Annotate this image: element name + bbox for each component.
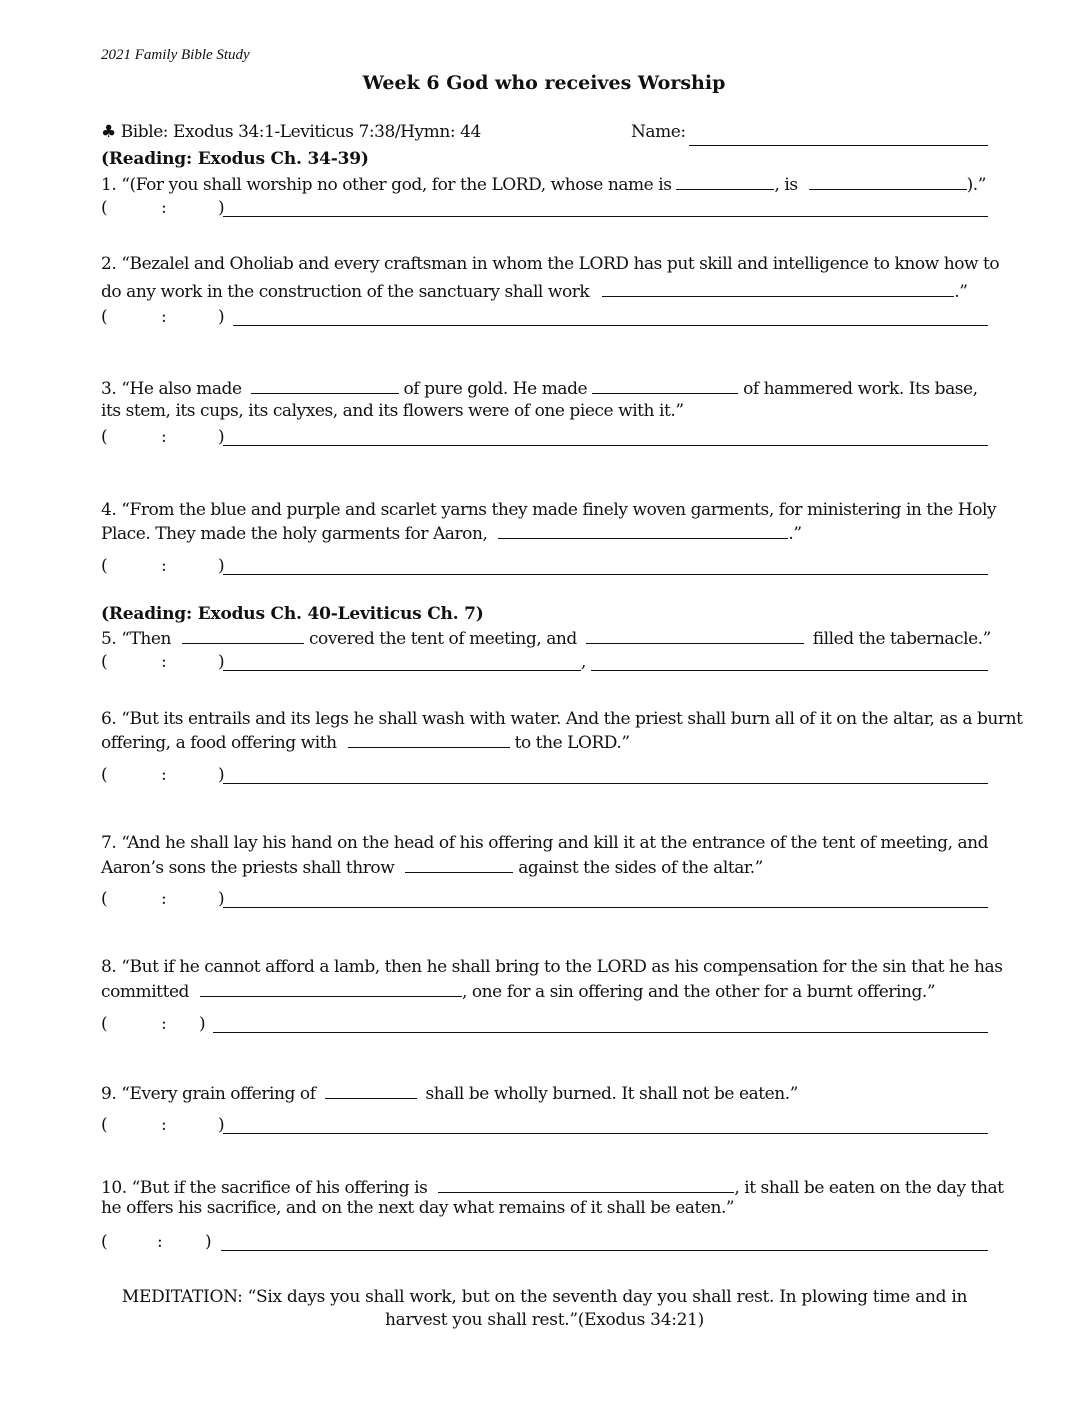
question-text: offering, a food offering with: [101, 733, 337, 753]
ref-colon: :: [161, 1115, 167, 1135]
question-number: 4.: [101, 500, 117, 520]
verse-answer-line[interactable]: [223, 574, 988, 575]
question-2: [101, 253, 1000, 276]
name-label: Name:: [631, 122, 686, 142]
ref-open: (: [101, 889, 108, 909]
question-text: “But if the sacrifice of his offering is: [131, 1178, 428, 1198]
question-text: “But if he cannot afford a lamb, then he shall bring to the LORD as his compensation for the sin that he has: [121, 957, 1003, 977]
question-3: [101, 376, 988, 401]
bible-info-row: [101, 121, 988, 144]
answer-blank[interactable]: [348, 730, 510, 748]
ref-close: ): [218, 556, 225, 576]
ref-open: (: [101, 1014, 108, 1034]
question-text: “Every grain offering of: [121, 1084, 316, 1104]
answer-blank[interactable]: [182, 626, 304, 644]
question-text: “Then: [121, 629, 172, 649]
answer-blank[interactable]: [498, 521, 788, 539]
ref-close: ): [199, 1014, 206, 1034]
question-number: 7.: [101, 833, 117, 853]
section-heading-2: (Reading: Exodus Ch. 40-Leviticus Ch. 7): [101, 604, 484, 624]
question-number: 6.: [101, 709, 117, 729]
ref-close: ): [218, 765, 225, 785]
question-7-line-2: [101, 855, 988, 880]
question-6-line-2: [101, 730, 988, 755]
verse-answer-line[interactable]: [221, 1250, 988, 1251]
meditation-line-2: harvest you shall rest.”(Exodus 34:21): [385, 1310, 704, 1330]
section-heading-1: (Reading: Exodus Ch. 34-39): [101, 149, 369, 169]
verse-answer-line[interactable]: [223, 445, 988, 446]
question-text: covered the tent of meeting, and: [308, 629, 577, 649]
answer-blank[interactable]: [438, 1175, 734, 1193]
ref-comma: ,: [581, 652, 587, 672]
verse-reference-1[interactable]: [101, 198, 988, 220]
verse-reference-7[interactable]: [101, 889, 988, 911]
ref-colon: :: [161, 1014, 167, 1034]
question-text: shall be wholly burned. It shall not be eaten.”: [425, 1084, 798, 1104]
answer-blank[interactable]: [676, 172, 774, 190]
ref-open: (: [101, 427, 108, 447]
verse-reference-2[interactable]: [101, 307, 988, 329]
question-1: [101, 172, 988, 197]
verse-answer-line[interactable]: [223, 907, 988, 908]
ref-colon: :: [161, 427, 167, 447]
question-5: [101, 626, 991, 651]
question-4: [101, 499, 997, 522]
verse-answer-line[interactable]: [223, 783, 988, 784]
ref-close: ): [218, 1115, 225, 1135]
ref-close: ): [218, 427, 225, 447]
verse-reference-10[interactable]: [101, 1232, 988, 1254]
question-text: of hammered work. Its base,: [743, 379, 978, 399]
question-7: [101, 832, 988, 855]
meditation-line-1: MEDITATION: “Six days you shall work, but on the seventh day you shall rest. In plowing time and in: [121, 1287, 968, 1307]
verse-reference-9[interactable]: [101, 1115, 988, 1137]
question-number: 10.: [101, 1178, 127, 1198]
ref-close: ): [218, 652, 225, 672]
verse-reference-8[interactable]: [101, 1014, 988, 1036]
verse-reference-6[interactable]: [101, 765, 988, 787]
question-3-line-2: its stem, its cups, its calyxes, and its flowers were of one piece with it.”: [101, 401, 684, 421]
answer-blank[interactable]: [602, 279, 954, 297]
answer-blank[interactable]: [809, 172, 967, 190]
question-text: ).”: [966, 175, 986, 195]
question-text: .”: [788, 524, 802, 544]
question-text: Place. They made the holy garments for Aaron,: [101, 524, 488, 544]
question-text: “He also made: [121, 379, 242, 399]
question-number: 2.: [101, 254, 117, 274]
bible-reference: ♣ Bible: Exodus 34:1-Leviticus 7:38/Hymn: 44: [101, 122, 481, 142]
question-2-line-2: [101, 279, 988, 304]
verse-answer-line[interactable]: [223, 1133, 988, 1134]
question-9: [101, 1081, 988, 1106]
ref-colon: :: [161, 198, 167, 218]
verse-answer-line[interactable]: [213, 1032, 988, 1033]
answer-blank[interactable]: [586, 626, 804, 644]
ref-close: ): [205, 1232, 212, 1252]
meditation-block: [101, 1286, 988, 1332]
ref-open: (: [101, 307, 108, 327]
ref-close: ): [218, 307, 225, 327]
page-title: Week 6 God who receives Worship: [362, 72, 726, 94]
question-text: do any work in the construction of the sanctuary shall work: [101, 282, 590, 302]
ref-open: (: [101, 1232, 108, 1252]
answer-blank[interactable]: [405, 855, 513, 873]
question-number: 5.: [101, 629, 117, 649]
question-number: 8.: [101, 957, 117, 977]
ref-close: ): [218, 889, 225, 909]
question-number: 9.: [101, 1084, 117, 1104]
question-6: [101, 708, 1023, 731]
verse-answer-line[interactable]: [233, 325, 988, 326]
question-text: Aaron’s sons the priests shall throw: [101, 858, 395, 878]
question-text: “(For you shall worship no other god, for the LORD, whose name is: [121, 175, 672, 195]
question-10-line-2: he offers his sacrifice, and on the next day what remains of it shall be eaten.”: [101, 1198, 735, 1218]
question-number: 3.: [101, 379, 117, 399]
verse-answer-line[interactable]: [223, 216, 988, 217]
question-text: “And he shall lay his hand on the head of his offering and kill it at the entrance of the tent of meeting, and: [121, 833, 989, 853]
answer-blank[interactable]: [592, 376, 738, 394]
question-text: to the LORD.”: [514, 733, 630, 753]
question-text: , one for a sin offering and the other for a burnt offering.”: [461, 982, 936, 1002]
name-field[interactable]: [689, 145, 988, 146]
ref-colon: :: [161, 652, 167, 672]
question-4-line-2: [101, 521, 988, 546]
ref-colon: :: [161, 889, 167, 909]
verse-reference-4[interactable]: [101, 556, 988, 578]
ref-open: (: [101, 1115, 108, 1135]
ref-colon: :: [157, 1232, 163, 1252]
question-text: “From the blue and purple and scarlet yarns they made finely woven garments, for ministering in the Holy: [121, 500, 997, 520]
verse-reference-5[interactable]: [101, 652, 988, 674]
ref-open: (: [101, 765, 108, 785]
question-text: , is: [774, 175, 798, 195]
question-text: .”: [954, 282, 968, 302]
question-8: [101, 956, 1003, 979]
question-text: against the sides of the altar.”: [518, 858, 763, 878]
question-number: 1.: [101, 175, 117, 195]
question-8-line-2: [101, 979, 988, 1004]
ref-open: (: [101, 198, 108, 218]
ref-colon: :: [161, 556, 167, 576]
question-text: “Bezalel and Oholiab and every craftsman in whom the LORD has put skill and intelligence to know how to: [121, 254, 1000, 274]
ref-open: (: [101, 556, 108, 576]
answer-blank[interactable]: [325, 1081, 417, 1099]
question-text: “But its entrails and its legs he shall wash with water. And the priest shall burn all of it on the altar, as a burnt: [121, 709, 1023, 729]
ref-colon: :: [161, 765, 167, 785]
verse-answer-line[interactable]: [591, 670, 988, 671]
verse-answer-line[interactable]: [223, 670, 581, 671]
answer-blank[interactable]: [200, 979, 462, 997]
question-text: of pure gold. He made: [403, 379, 588, 399]
ref-colon: :: [161, 307, 167, 327]
ref-close: ): [218, 198, 225, 218]
question-text: filled the tabernacle.”: [812, 629, 991, 649]
question-text: , it shall be eaten on the day that: [734, 1178, 1004, 1198]
ref-open: (: [101, 652, 108, 672]
answer-blank[interactable]: [251, 376, 399, 394]
question-text: committed: [101, 982, 189, 1002]
document-tag: 2021 Family Bible Study: [101, 47, 250, 63]
verse-reference-3[interactable]: [101, 427, 988, 449]
